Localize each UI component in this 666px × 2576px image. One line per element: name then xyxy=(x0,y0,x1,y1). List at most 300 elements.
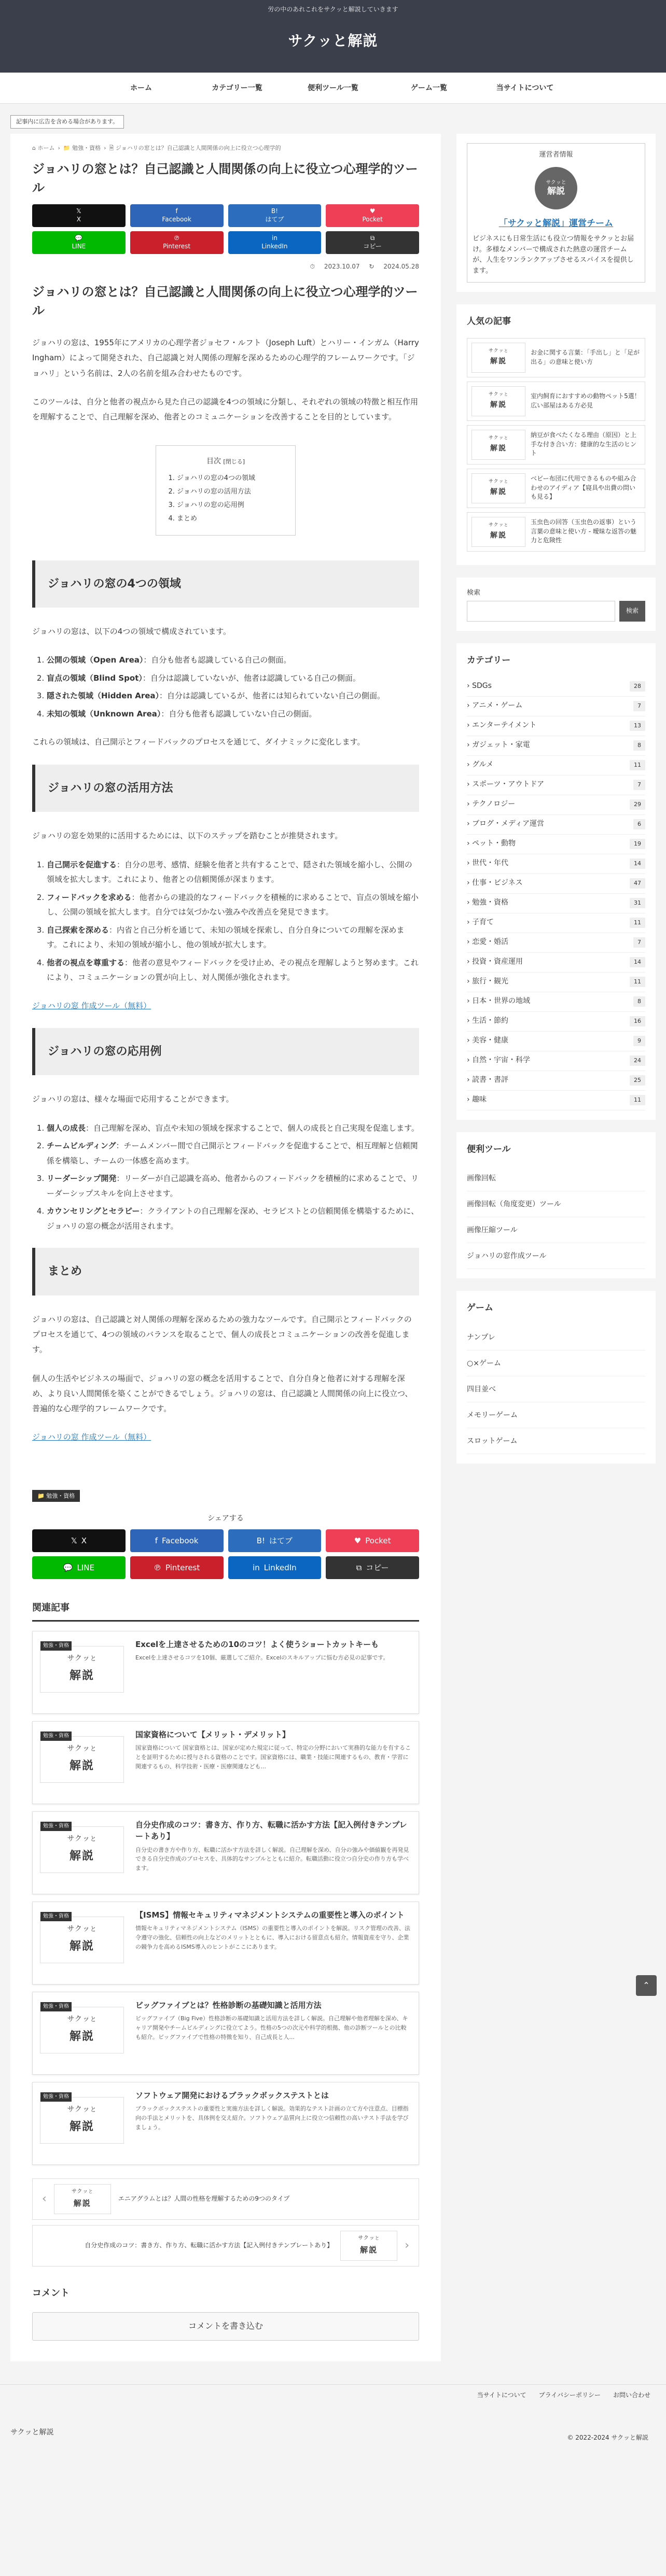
facebook-icon: f xyxy=(175,207,178,215)
related-body xyxy=(135,1639,389,1706)
share-hatebu-button[interactable] xyxy=(228,1529,322,1552)
popular-title: 人気の記事 xyxy=(467,316,511,327)
category-name: グルメ xyxy=(472,761,494,769)
list-item-term: 個人の成長 xyxy=(47,1123,86,1133)
share-label: はてブ xyxy=(269,1536,293,1545)
category-count: 19 xyxy=(630,839,645,849)
category-item[interactable] xyxy=(467,854,645,874)
category-title: カテゴリー xyxy=(467,655,511,666)
footer-brand[interactable]: サクッと解説 xyxy=(10,2428,54,2437)
thumb-text-1 xyxy=(489,521,508,529)
category-label xyxy=(467,975,508,988)
section-usage-lead: ジョハリの窓を効果的に活用するためには、以下のステップを踏むことが推奨されます。 xyxy=(32,831,343,841)
thumb-text-1 xyxy=(489,477,508,486)
category-label xyxy=(467,778,544,791)
list-item-term: 未知の領域（Unknown Area） xyxy=(47,709,161,719)
related-body xyxy=(135,1819,411,1887)
section-areas-after: これらの領域は、自己開示とフィードバックのプロセスを通じて、ダイナミックに変化します。 xyxy=(32,737,365,747)
category-item[interactable] xyxy=(467,933,645,953)
category-item[interactable] xyxy=(467,894,645,913)
section-examples-lead: ジョハリの窓は、様々な場面で応用することができます。 xyxy=(32,1094,234,1104)
list-item-text: ：リーダーが自己認識を高め、他者からのフィードバックを積極的に求めることで、リーダーシップスキルを向上させます。 xyxy=(47,1174,419,1198)
list-item xyxy=(47,1121,419,1136)
category-count: 28 xyxy=(630,681,645,692)
share-line-button[interactable] xyxy=(32,1556,126,1579)
game-link[interactable]: 四目並べ xyxy=(467,1376,645,1402)
thumb-text-mark: と xyxy=(88,2189,93,2194)
toc-title xyxy=(168,455,284,468)
breadcrumb-part[interactable]: ⌂ ホーム xyxy=(32,144,55,151)
category-tag[interactable]: 📁 勉強・資格 xyxy=(32,1490,80,1502)
category-item[interactable] xyxy=(467,1091,645,1110)
list-item-term: リーダーシップ開発 xyxy=(47,1174,117,1184)
category-item[interactable] xyxy=(467,716,645,736)
share-facebook-button[interactable] xyxy=(130,204,224,227)
section-heading-examples: ジョハリの窓の応用例 xyxy=(32,1028,419,1076)
thumb-text-1 xyxy=(67,2013,96,2026)
category-label xyxy=(467,798,515,811)
chevron-right-icon: › xyxy=(467,780,473,789)
johari-tool-link-bottom[interactable]: ジョハリの窓 作成ツール（無料） xyxy=(32,1432,151,1442)
share-label: Pinterest xyxy=(165,1563,200,1572)
thumb-text-mark: と xyxy=(504,391,509,397)
related-card-title[interactable]: 国家資格について【メリット・デメリット】 xyxy=(135,1729,290,1739)
category-name: アニメ・ゲーム xyxy=(472,701,523,710)
chevron-right-icon: › xyxy=(467,958,473,966)
thumb-text-1: サクッ xyxy=(71,2189,89,2195)
category-count: 7 xyxy=(633,780,645,790)
article-thumbnail xyxy=(471,386,525,416)
avatar-text-1: サクッ xyxy=(546,179,561,186)
list-item-term: カウンセリングとセラピー xyxy=(47,1206,140,1216)
article-title: ジョハリの窓とは？自己認識と人間関係の向上に役立つ心理学的ツール xyxy=(32,161,418,195)
site-header xyxy=(0,0,666,73)
share-label: コピー xyxy=(363,242,382,250)
popular-item[interactable] xyxy=(467,425,645,464)
category-count: 8 xyxy=(633,740,645,751)
category-item[interactable] xyxy=(467,953,645,973)
list-item xyxy=(47,653,419,668)
linkedin-icon: in xyxy=(253,1563,260,1572)
chevron-right-icon: › xyxy=(467,879,473,888)
x-icon: 𝕏 xyxy=(76,207,81,215)
thumb-text-1-main: サクッ xyxy=(67,2015,90,2024)
breadcrumb-part[interactable]: 🗎 ジョハリの窓とは？自己認識と人間関係の向上に役立つ心理学的 xyxy=(109,144,281,151)
category-label xyxy=(467,877,523,890)
footer-link[interactable]: プライバシーポリシー xyxy=(538,2391,601,2399)
site-title[interactable]: サクッと解説 xyxy=(288,32,378,49)
share-label: LinkedIn xyxy=(263,1563,297,1572)
article-thumbnail xyxy=(40,2003,124,2053)
list-item xyxy=(47,1204,419,1233)
share-label: コピー xyxy=(366,1563,389,1572)
category-count: 24 xyxy=(630,1055,645,1066)
write-comment-button[interactable]: コメントを書き込む xyxy=(32,2312,419,2341)
article-thumbnail xyxy=(40,1642,124,1693)
toc-toggle[interactable]: [閉じる] xyxy=(223,458,245,466)
category-item[interactable] xyxy=(467,913,645,933)
popular-item[interactable] xyxy=(467,382,645,421)
category-item[interactable] xyxy=(467,1051,645,1071)
nav-item-3[interactable]: ゲーム一覧 xyxy=(411,84,447,92)
share-label: はてブ xyxy=(265,215,284,223)
toc-item[interactable]: 3. ジョハリの窓の応用例 xyxy=(177,499,284,512)
line-icon: 💬 xyxy=(75,234,83,242)
author-box xyxy=(467,143,645,283)
share-label: Facebook xyxy=(162,1536,199,1545)
share-line-button[interactable] xyxy=(32,231,126,254)
category-label xyxy=(467,955,523,968)
author-widget xyxy=(456,134,656,292)
facebook-icon: f xyxy=(155,1536,158,1545)
prev-post-link[interactable] xyxy=(32,2225,419,2267)
thumb-text-mark: と xyxy=(90,2106,97,2114)
share-label: Facebook xyxy=(162,215,191,223)
list-item-term: フィードバックを求める xyxy=(47,892,132,902)
toc-item[interactable]: 1. ジョハリの窓の4つの領域 xyxy=(177,472,284,485)
category-count: 31 xyxy=(630,898,645,908)
chevron-right-icon: › xyxy=(467,761,473,769)
related-card-title[interactable]: 自分史作成のコツ：書き方、作り方、転職に活かす方法【記入例付きテンプレートあり】 xyxy=(135,1820,407,1841)
category-label xyxy=(467,896,508,909)
prev-post-thumbnail xyxy=(340,2231,397,2261)
category-label xyxy=(467,936,508,949)
tool-link[interactable]: 画像圧縮ツール xyxy=(467,1217,645,1243)
related-card[interactable] xyxy=(32,1811,419,1894)
footer-link[interactable]: お問い合わせ xyxy=(613,2391,650,2399)
category-label xyxy=(467,857,508,870)
back-to-top-button[interactable]: ⌃ xyxy=(636,1975,657,1996)
category-item[interactable] xyxy=(467,815,645,835)
footer-link[interactable]: 当サイトについて xyxy=(477,2391,526,2399)
popular-item[interactable] xyxy=(467,338,645,377)
game-link[interactable]: ○×ゲーム xyxy=(467,1350,645,1376)
share-x-button[interactable] xyxy=(32,204,126,227)
related-card[interactable] xyxy=(32,1992,419,2075)
category-item[interactable] xyxy=(467,1032,645,1051)
nav-item-1[interactable]: カテゴリー一覧 xyxy=(212,84,262,92)
category-name: 趣味 xyxy=(472,1095,487,1104)
thumb-text-mark: と xyxy=(504,348,509,353)
thumb-text-1-main: サクッ xyxy=(67,1654,90,1663)
popular-item[interactable] xyxy=(467,469,645,508)
category-label xyxy=(467,1093,487,1106)
comment-title: コメント xyxy=(32,2287,70,2299)
share-hatebu-button[interactable] xyxy=(228,204,322,227)
category-name: 生活・節約 xyxy=(472,1017,509,1025)
category-name: SDGs xyxy=(472,682,492,691)
share-label: LINE xyxy=(72,242,86,250)
category-name: スポーツ・アウトドア xyxy=(472,780,545,789)
share-label: X xyxy=(76,215,81,223)
copy-icon: ⧉ xyxy=(370,234,375,242)
category-count: 14 xyxy=(630,957,645,967)
avatar-text-2: 解説 xyxy=(547,186,565,196)
related-card-title[interactable]: Excelを上達させるための10のコツ！よく使うショートカットキーも xyxy=(135,1639,379,1649)
toc-list xyxy=(168,472,284,526)
category-item[interactable] xyxy=(467,776,645,795)
line-icon: 💬 xyxy=(63,1563,73,1572)
thumb-text-mark: と xyxy=(504,478,509,484)
category-name: 旅行・観光 xyxy=(472,977,509,986)
share-pinterest-button[interactable] xyxy=(130,1556,224,1579)
nav-item-0[interactable]: ホーム xyxy=(130,84,152,92)
related-body xyxy=(135,2090,411,2157)
category-count: 8 xyxy=(633,996,645,1007)
thumb-text-1-main: サクッ xyxy=(67,1744,90,1753)
thumb-text-2: 解説 xyxy=(69,1669,94,1682)
share-pocket-button[interactable] xyxy=(326,1529,419,1552)
article-dates xyxy=(32,261,419,273)
category-count: 16 xyxy=(630,1016,645,1026)
category-item[interactable] xyxy=(467,697,645,716)
pocket-icon: ♥ xyxy=(354,1536,362,1545)
thumb-text-2: 解説 xyxy=(69,1759,94,1772)
nav-item-4[interactable]: 当サイトについて xyxy=(496,84,554,92)
category-item[interactable] xyxy=(467,835,645,854)
thumb-category: 勉強・資格 xyxy=(40,2092,72,2102)
list-item-text: ：他者の意見やフィードバックを受け止め、その視点を理解しようと努めます。これにより、コミュニケーションの質が向上し、対人関係が強化されます。 xyxy=(47,958,419,982)
nav-item-2[interactable]: 便利ツール一覧 xyxy=(308,84,358,92)
popular-item-title: 玉虫色の回答（玉虫色の返事）という言葉の意味と使い方 - 曖昧な返答の魅力と危険性 xyxy=(531,518,637,544)
thumb-text-mark: と xyxy=(90,1655,97,1663)
game-link[interactable]: メモリーゲーム xyxy=(467,1402,645,1428)
share-linkedin-button[interactable] xyxy=(228,231,322,254)
category-widget xyxy=(456,643,656,1120)
category-count: 47 xyxy=(630,878,645,889)
game-link[interactable]: ナンプレ xyxy=(467,1325,645,1350)
category-name: ブログ・メディア運営 xyxy=(472,820,544,828)
thumb-text-mark: と xyxy=(90,1745,97,1753)
related-card-title[interactable]: 【ISMS】情報セキュリティマネジメントシステムの重要性と導入のポイント xyxy=(135,1910,405,1920)
list-item-text: ：自分の思考、感情、経験を他者と共有することで、隠された領域を縮小し、公開の領域を拡大します。これにより、他者との信頼関係が深まります。 xyxy=(47,860,412,884)
thumb-text-1-main: サクッ xyxy=(488,478,504,484)
pocket-icon: ♥ xyxy=(369,207,376,215)
category-item[interactable] xyxy=(467,874,645,894)
share-label: Pocket xyxy=(362,215,383,223)
category-name: 仕事・ビジネス xyxy=(472,879,523,888)
next-post-link[interactable] xyxy=(32,2178,419,2220)
category-name: テクノロジー xyxy=(472,800,516,809)
category-label xyxy=(467,837,516,850)
popular-item-title: ベビー布団に代用できるものや組み合わせのアイディア【寝具や出費の問いも見る】 xyxy=(531,475,636,501)
category-item[interactable] xyxy=(467,677,645,697)
category-name: 自然・宇宙・科学 xyxy=(472,1056,531,1065)
thumb-text-1 xyxy=(67,2103,96,2116)
article-thumbnail xyxy=(40,1823,124,1873)
share-label: X xyxy=(81,1536,87,1545)
related-card-title[interactable]: ソフトウェア開発におけるブラックボックステストとは xyxy=(135,2090,329,2100)
category-item[interactable] xyxy=(467,1012,645,1032)
list-item xyxy=(47,1138,419,1168)
list-item-text: ：クライアントの自己理解を深め、セラピストとの信頼関係を構築するために、ジョハリの窓の概念が活用されます。 xyxy=(47,1206,419,1231)
related-title: 関連記事 xyxy=(32,1600,419,1621)
search-button[interactable]: 検索 xyxy=(619,601,645,622)
article-thumbnail xyxy=(471,343,525,373)
category-count: 7 xyxy=(633,937,645,948)
summary-paragraph-1: ジョハリの窓は、自己認識と対人関係の理解を深めるための強力なツールです。自己開示とフィードバックのプロセスを通じて、4つの領域のバランスを取ることで、個人の成長とコミュニケーションの改善を促進します。 xyxy=(32,1314,412,1355)
games-title: ゲーム xyxy=(467,1303,493,1314)
chevron-right-icon: › xyxy=(467,1076,473,1085)
category-name: エンターテイメント xyxy=(472,721,537,730)
thumb-text-2: 解説 xyxy=(490,444,507,453)
list-item-text: ：自己理解を深め、盲点や未知の領域を探求することで、個人の成長と自己実現を促進します。 xyxy=(86,1123,419,1133)
toc-item[interactable]: 2. ジョハリの窓の活用方法 xyxy=(177,485,284,499)
category-name: 投資・資産運用 xyxy=(472,958,523,966)
breadcrumb-part: › xyxy=(58,144,60,151)
share-pocket-button[interactable] xyxy=(326,204,419,227)
list-item-term: 公開の領域（Open Area） xyxy=(47,655,144,665)
related-card-desc: ビッグファイブ（Big Five）性格診断の基礎知識と活用方法を詳しく解説。自己理解や他者理解を深め、キャリア開発やチームビルディングに役立てよう。性格の5つの次元や科学的根拠、他の診断ツールとの比較も紹介。ビッグファイブで性格の特徴を知り、自己成長と人... xyxy=(135,2015,408,2040)
related-card-desc: 自分史の書き方や作り方、転職に活かす方法を詳しく解説。自己理解を深め、自分の強みや価値観を再発見できる自分史作成のプロセスを、具体的なサンプルとともに紹介。転職活動に役立つ自分史の作り方も学べます。 xyxy=(135,1846,409,1872)
list-item xyxy=(47,955,419,985)
category-label xyxy=(467,680,492,693)
thumb-text-2: 解説 xyxy=(73,2199,91,2208)
category-label xyxy=(467,916,494,929)
tool-link[interactable]: ジョハリの窓作成ツール xyxy=(467,1243,645,1269)
related-card[interactable] xyxy=(32,2082,419,2165)
toc-item[interactable]: 4. まとめ xyxy=(177,512,284,526)
category-label xyxy=(467,1054,530,1067)
section-heading-areas: ジョハリの窓の4つの領域 xyxy=(32,560,419,608)
thumb-text-2: 解説 xyxy=(360,2245,378,2255)
thumb-category: 勉強・資格 xyxy=(40,1641,72,1651)
related-card[interactable] xyxy=(32,1721,419,1804)
category-item[interactable] xyxy=(467,795,645,815)
category-item[interactable] xyxy=(467,992,645,1012)
avatar-text-mark: と xyxy=(561,179,566,186)
category-item[interactable] xyxy=(467,736,645,756)
thumb-text-mark: と xyxy=(90,2016,97,2023)
thumb-text-2: 解説 xyxy=(490,488,507,497)
list-item-text: ：自分も他者も認識していない自己の側面。 xyxy=(161,709,317,719)
list-item-term: 自己探索を深める xyxy=(47,925,109,935)
thumb-text-1-main: サクッ xyxy=(67,1835,90,1843)
search-title: 検索 xyxy=(467,588,481,597)
thumb-category: 勉強・資格 xyxy=(40,2002,72,2011)
share-facebook-button[interactable] xyxy=(130,1529,224,1552)
avatar xyxy=(535,167,577,209)
thumb-text-1 xyxy=(489,347,508,355)
related-card[interactable] xyxy=(32,1631,419,1714)
category-label xyxy=(467,995,530,1008)
search-input[interactable] xyxy=(467,601,615,622)
related-card[interactable] xyxy=(32,1902,419,1984)
games-widget xyxy=(456,1291,656,1463)
chevron-right-icon: › xyxy=(467,820,473,828)
category-count: 11 xyxy=(630,977,645,987)
author-name[interactable]: 「サクッと解説」運営チーム xyxy=(498,218,614,229)
popular-item[interactable] xyxy=(467,512,645,552)
footer-nav xyxy=(16,2390,650,2401)
thumb-text-1 xyxy=(67,1923,96,1936)
related-card-title[interactable]: ビッグファイブとは？性格診断の基礎知識と活用方法 xyxy=(135,2000,322,2010)
author-label: 運営者情報 xyxy=(539,150,573,159)
chevron-right-icon: › xyxy=(467,918,473,927)
section-heading-usage: ジョハリの窓の活用方法 xyxy=(32,765,419,812)
ad-notice: 記事内に広告を含める場合があります。 xyxy=(10,115,124,129)
x-icon: 𝕏 xyxy=(71,1536,77,1545)
global-nav xyxy=(0,73,666,104)
thumb-text-2: 解説 xyxy=(490,357,507,366)
tool-link[interactable]: 画像回転（角度変更）ツール xyxy=(467,1191,645,1217)
related-card-desc: Excelを上達させるコツを10個、厳選してご紹介。Excelのスキルアップに悩む方必見の記事です。 xyxy=(135,1654,389,1662)
category-label xyxy=(467,699,522,712)
games-list xyxy=(467,1325,645,1454)
category-count: 29 xyxy=(630,799,645,810)
popular-list xyxy=(467,338,645,552)
breadcrumb-part[interactable]: 📁 勉強・資格 xyxy=(63,144,101,151)
article-thumbnail xyxy=(40,1913,124,1963)
chevron-right-icon: › xyxy=(467,800,473,809)
johari-tool-link[interactable]: ジョハリの窓 作成ツール（無料） xyxy=(32,1001,151,1010)
category-name: ガジェット・家電 xyxy=(472,741,530,750)
thumb-text-1 xyxy=(67,1833,96,1846)
category-count: 11 xyxy=(630,1095,645,1105)
main-content xyxy=(10,134,441,2361)
share-x-button[interactable] xyxy=(32,1529,126,1552)
share-copy-button[interactable] xyxy=(326,231,419,254)
share-buttons-bottom xyxy=(32,1529,419,1579)
thumb-text-2: 解説 xyxy=(69,1849,94,1863)
share-linkedin-button[interactable] xyxy=(228,1556,322,1579)
list-item-term: チームビルディング xyxy=(47,1141,116,1151)
category-item[interactable] xyxy=(467,756,645,776)
list-item-term: 盲点の領域（Blind Spot） xyxy=(47,673,143,683)
chevron-left-icon: ‹ xyxy=(42,2192,47,2206)
category-list xyxy=(467,677,645,1110)
usage-list xyxy=(32,857,419,985)
list-item-text: ：自分は認識していないが、他者は認識している自己の側面。 xyxy=(142,673,360,683)
related-body xyxy=(135,2000,411,2067)
category-name: 美容・健康 xyxy=(472,1036,509,1045)
site-footer xyxy=(0,2384,666,2452)
next-post-thumbnail xyxy=(54,2184,111,2214)
share-copy-button[interactable] xyxy=(326,1556,419,1579)
list-item xyxy=(47,671,419,686)
popular-item-title: 納豆が食べたくなる理由（原因）と上手な付き合い方：健康的な生活のヒント xyxy=(531,431,637,457)
article-thumbnail xyxy=(471,430,525,460)
category-name: 読書・書評 xyxy=(472,1076,509,1085)
page-container xyxy=(10,134,656,2361)
thumb-text-2: 解説 xyxy=(490,531,507,540)
share-pinterest-button[interactable] xyxy=(130,231,224,254)
thumb-text-2: 解説 xyxy=(69,2030,94,2043)
popular-widget xyxy=(456,304,656,565)
category-label xyxy=(467,1015,508,1027)
list-item-text: ：チームメンバー間で自己開示とフィードバックを促進することで、相互理解と信頼関係を構築し、チームの一体感を高めます。 xyxy=(47,1141,418,1165)
footer-copyright: © 2022-2024 サクッと解説 xyxy=(567,2434,648,2442)
share-label: Pocket xyxy=(365,1536,391,1545)
category-name: ペット・動物 xyxy=(472,839,516,848)
category-label xyxy=(467,719,536,732)
next-post-title: エニアグラムとは？人間の性格を理解するための9つのタイプ xyxy=(118,2195,290,2203)
thumb-text-1 xyxy=(67,1742,96,1755)
game-link[interactable]: スロットゲーム xyxy=(467,1428,645,1454)
category-item[interactable] xyxy=(467,973,645,992)
thumb-text-1-main: サクッ xyxy=(488,348,504,354)
category-item[interactable] xyxy=(467,1071,645,1091)
thumb-text-1-main: サクッ xyxy=(488,435,504,441)
list-item-term: 自己開示を促進する xyxy=(47,860,117,869)
tool-link[interactable]: 画像回転 xyxy=(467,1165,645,1191)
chevron-right-icon: › xyxy=(467,938,473,947)
chevron-right-icon: › xyxy=(467,1056,473,1065)
related-card-desc: 情報セキュリティマネジメントシステム（ISMS）の重要性と導入のポイントを解説。リスク管理の改善、法令遵守の強化、信頼性の向上などのメリットとともに、導入における留意点も紹介。情報資産を守り、企業の競争力を高めるISMS導入のヒントがここにあります。 xyxy=(135,1925,410,1950)
category-label xyxy=(467,758,493,771)
list-item-term: 隠された領域（Hidden Area） xyxy=(47,691,160,701)
related-card-desc: ブラックボックステストの重要性と実施方法を詳しく解説。効果的なテスト計画の立て方や注意点、目標指向の手法とメリットを、具体例を交え紹介。ソフトウェア品質向上に役立つ信頼性の高いテスト手法を学びましょう。 xyxy=(135,2105,409,2131)
